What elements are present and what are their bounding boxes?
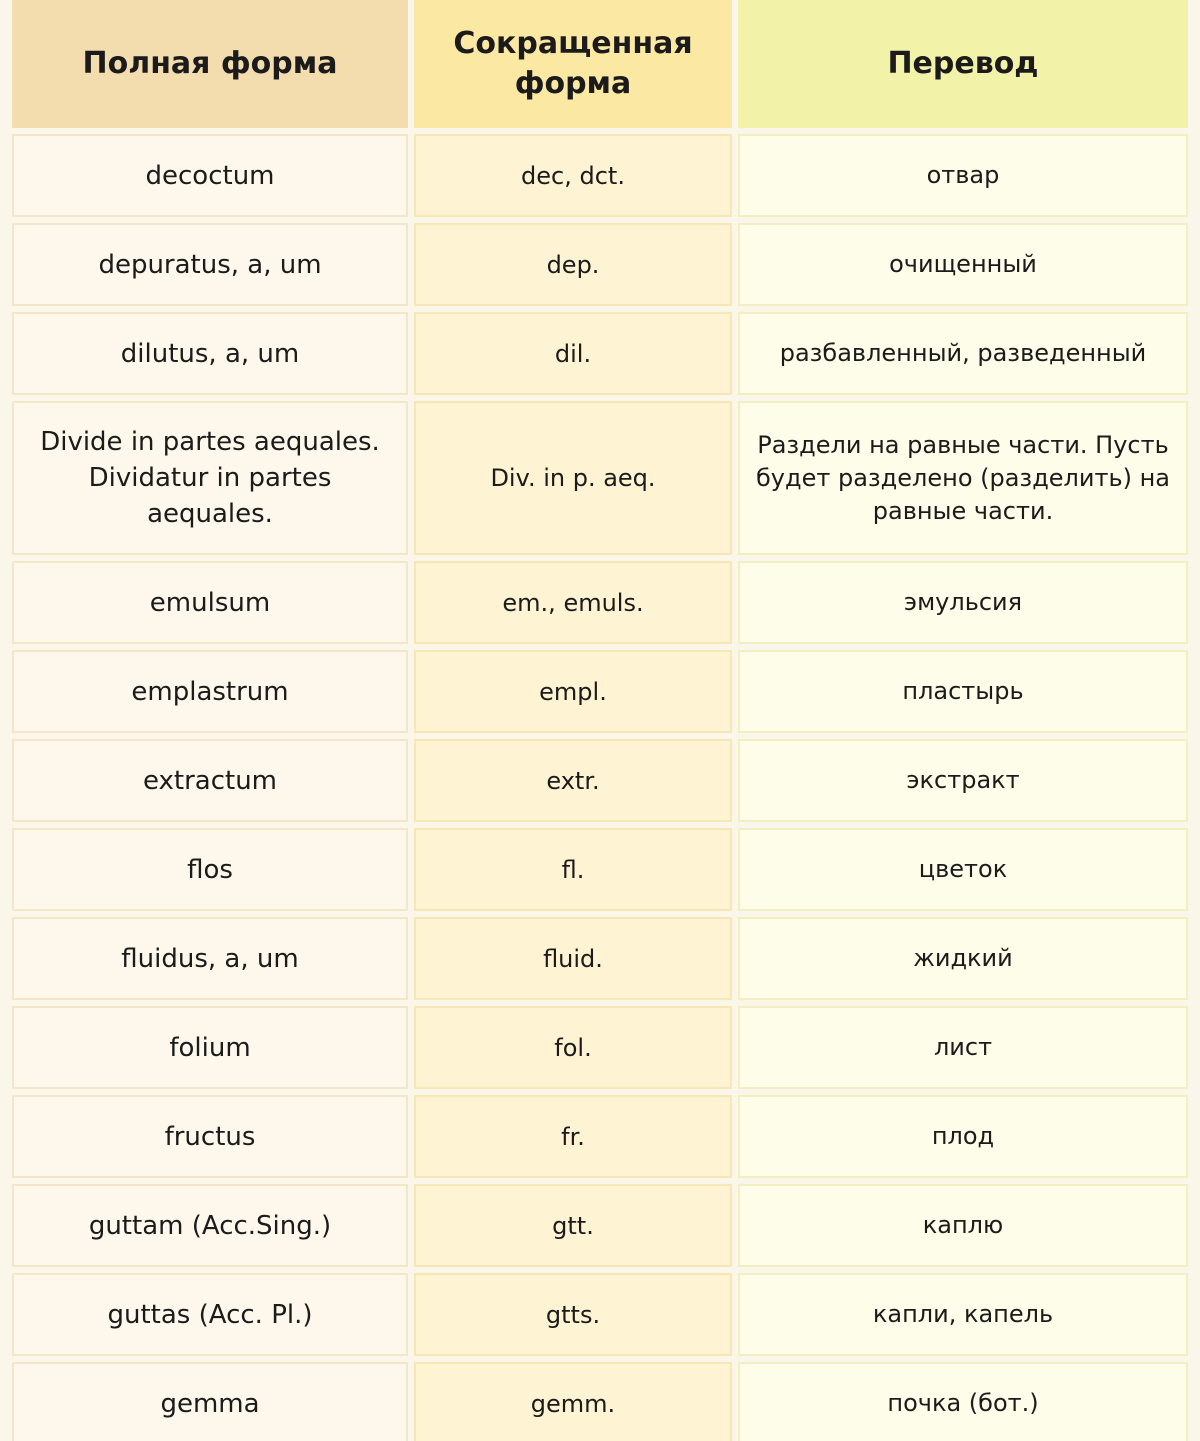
translation-cell: экстракт [738,739,1188,822]
translation-cell: каплю [738,1184,1188,1267]
full-form-cell: extractum [12,739,408,822]
table-row [12,739,1188,822]
header-row [12,0,1188,128]
table-row [12,1095,1188,1178]
full-form-cell: fluidus, a, um [12,917,408,1000]
full-form-cell: fructus [12,1095,408,1178]
translation-cell: эмульсия [738,561,1188,644]
short-form-cell: fol. [414,1006,732,1089]
translation-cell: пластырь [738,650,1188,733]
short-form-cell: fluid. [414,917,732,1000]
full-form-cell: emulsum [12,561,408,644]
table-row [12,312,1188,395]
table-row [12,561,1188,644]
header-full-form: Полная форма [12,0,408,128]
short-form-cell: gemm. [414,1362,732,1441]
translation-cell: очищенный [738,223,1188,306]
short-form-cell: gtts. [414,1273,732,1356]
full-form-cell: Divide in partes aequales. Dividatur in partes aequales. [12,401,408,555]
full-form-cell: gemma [12,1362,408,1441]
table-row [12,401,1188,555]
translation-cell: почка (бот.) [738,1362,1188,1441]
short-form-cell: dil. [414,312,732,395]
abbreviations-table [6,0,1194,1441]
table-row [12,1273,1188,1356]
full-form-cell: depuratus, a, um [12,223,408,306]
full-form-cell: dilutus, a, um [12,312,408,395]
translation-cell: Раздели на равные части. Пусть будет разделено (разделить) на равные части. [738,401,1188,555]
short-form-cell: fl. [414,828,732,911]
translation-cell: отвар [738,134,1188,217]
table-row [12,1184,1188,1267]
full-form-cell: decoctum [12,134,408,217]
short-form-cell: dec, dct. [414,134,732,217]
full-form-cell: flos [12,828,408,911]
full-form-cell: emplastrum [12,650,408,733]
full-form-cell: guttam (Acc.Sing.) [12,1184,408,1267]
table-row [12,828,1188,911]
full-form-cell: folium [12,1006,408,1089]
translation-cell: цветок [738,828,1188,911]
translation-cell: плод [738,1095,1188,1178]
table-row [12,1006,1188,1089]
short-form-cell: extr. [414,739,732,822]
short-form-cell: empl. [414,650,732,733]
table-row [12,134,1188,217]
table-row [12,1362,1188,1441]
translation-cell: жидкий [738,917,1188,1000]
table-row [12,650,1188,733]
short-form-cell: Div. in p. aeq. [414,401,732,555]
translation-cell: разбавленный, разведенный [738,312,1188,395]
table-row [12,223,1188,306]
header-translation: Перевод [738,0,1188,128]
translation-cell: капли, капель [738,1273,1188,1356]
header-short-form: Сокращенная форма [414,0,732,128]
short-form-cell: em., emuls. [414,561,732,644]
short-form-cell: dep. [414,223,732,306]
short-form-cell: fr. [414,1095,732,1178]
short-form-cell: gtt. [414,1184,732,1267]
full-form-cell: guttas (Acc. Pl.) [12,1273,408,1356]
translation-cell: лист [738,1006,1188,1089]
table-row [12,917,1188,1000]
